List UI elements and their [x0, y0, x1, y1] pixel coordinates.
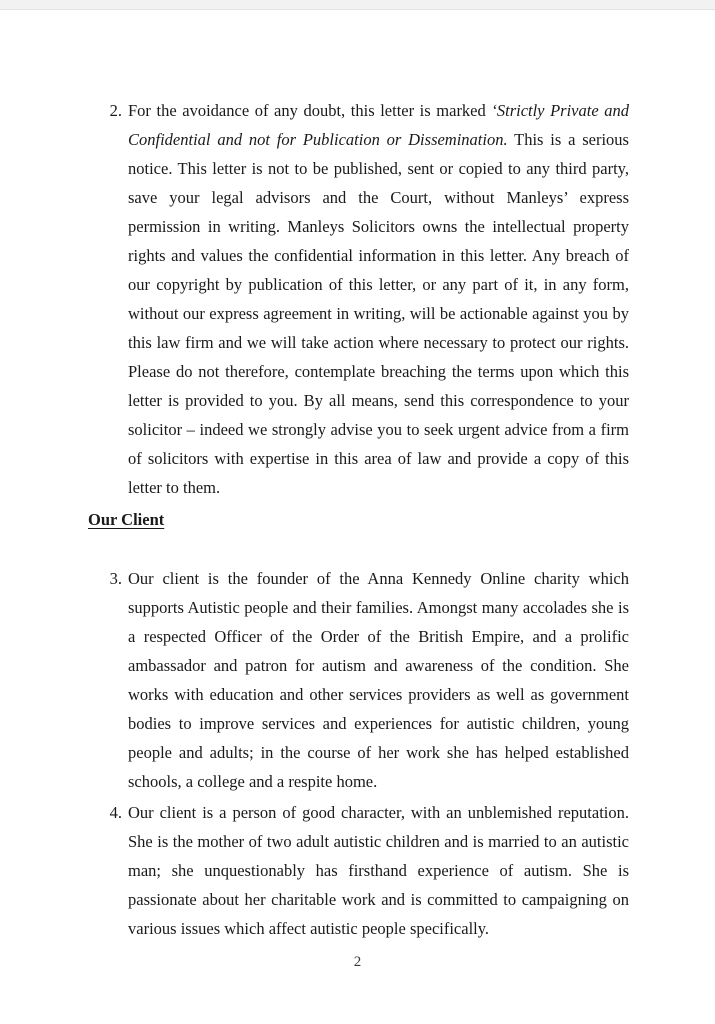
scan-edge-band — [0, 0, 715, 9]
list-item-marker: 3. — [109, 569, 122, 588]
list-item — [88, 564, 629, 796]
paragraph-text: Our client is a person of good character, with an unblemished reputation. She is the mother of two adult autistic children and is married to an autistic man; she unquestionably has firsthand experience of autism. She is passionate about her charitable work and is committed to campaigning on various issues which affect autistic people specifically. — [128, 803, 629, 938]
paragraph-lead-text: For the avoidance of any doubt, this letter is marked — [128, 101, 492, 120]
list-item — [88, 96, 629, 502]
paragraph-text — [128, 96, 629, 502]
paragraph-rest-text: This is a serious notice. This letter is not to be published, sent or copied to any third party, save your legal advisors and the Court, without Manleys’ express permission in writing. Manleys Solicitors owns the intellectual property rights and values the confidential information in this letter. Any breach of our copyright by publication of this letter, or any part of it, in any form, without our express agreement in writing, will be actionable against you by this law firm and we will take action where necessary to protect our rights. Please do not therefore, contemplate breaching the terms upon which this letter is provided to you. By all means, send this correspondence to your solicitor – indeed we strongly advise you to seek urgent advice from a firm of solicitors with expertise in this area of law and provide a copy of this letter to them. — [128, 130, 629, 497]
list-item-marker: 4. — [109, 803, 122, 822]
list-item-marker: 2. — [109, 101, 122, 120]
page-number: 2 — [353, 954, 362, 970]
list-item-body — [128, 798, 629, 943]
scan-edge-rule — [0, 9, 715, 10]
list-item-body — [128, 564, 629, 796]
paragraph-italic-quote: ‘Strictly Private and Confidential and not for Publication or Dissemination. — [128, 101, 630, 149]
section-heading-our-client: Our Client — [88, 510, 165, 529]
list-item — [88, 798, 629, 943]
paragraph-text: Our client is the founder of the Anna Kennedy Online charity which supports Autistic people and their families. Amongst many accolades she is a respected Officer of the Order of the British Empire, and a prolific ambassador and patron for autism and awareness of the condition. She works with education and other services providers as well as government bodies to improve services and experiences for autistic children, young people and adults; in the course of her work she has helped established schools, a college and a respite home. — [128, 569, 629, 791]
list-item-body — [128, 96, 629, 502]
